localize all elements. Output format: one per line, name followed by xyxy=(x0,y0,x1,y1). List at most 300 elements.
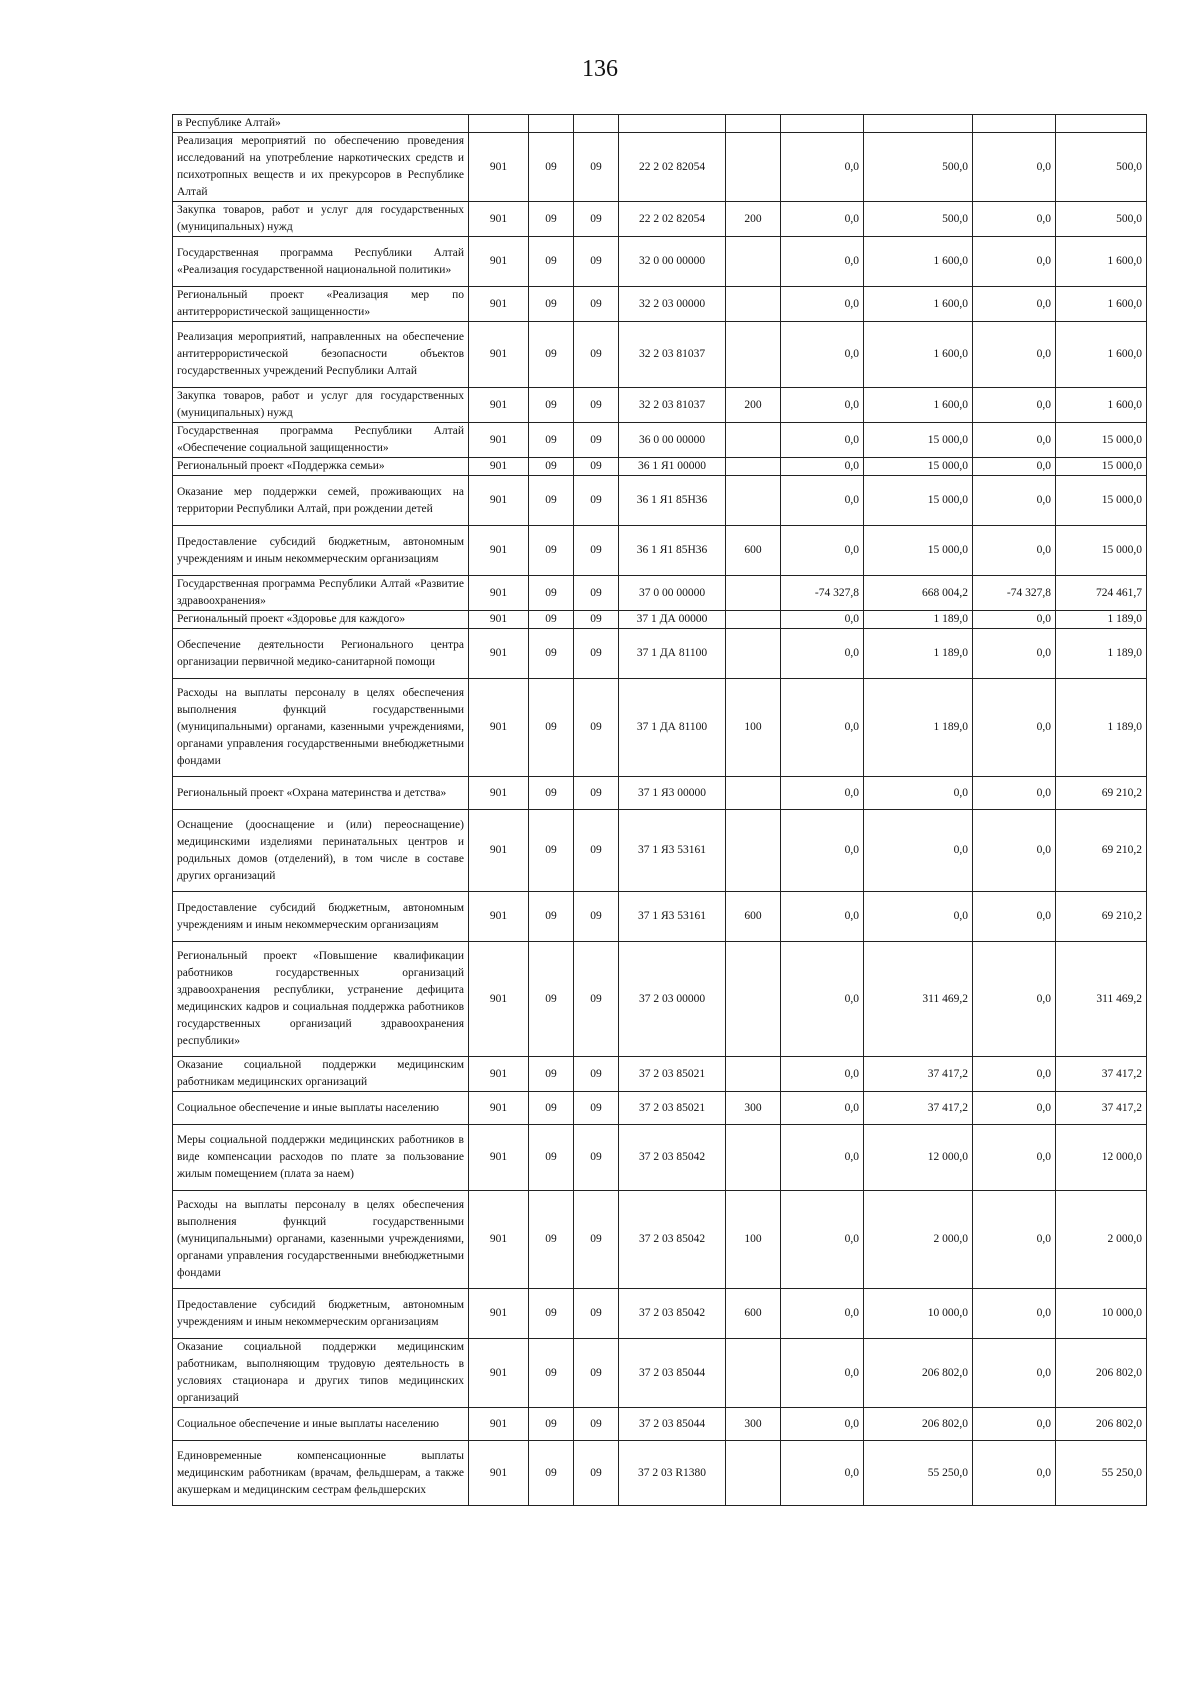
target-code-cell: 22 2 02 82054 xyxy=(619,133,726,202)
section-code-cell: 09 xyxy=(529,1441,574,1506)
section-code-cell: 09 xyxy=(529,237,574,287)
admin-code-cell: 901 xyxy=(469,322,529,388)
target-code-cell: 37 1 Я3 53161 xyxy=(619,810,726,892)
row-name-cell: Региональный проект «Реализация мер по антитеррористической защищенности» xyxy=(173,287,469,322)
table-row xyxy=(173,237,1147,287)
amount-4-cell: 1 600,0 xyxy=(1056,237,1147,287)
budget-table xyxy=(172,114,1147,1506)
amount-1-cell: 0,0 xyxy=(781,1191,864,1289)
amount-3-cell: 0,0 xyxy=(973,1191,1056,1289)
amount-1-cell: 0,0 xyxy=(781,1289,864,1339)
admin-code-cell: 901 xyxy=(469,458,529,476)
section-code-cell: 09 xyxy=(529,423,574,458)
amount-2-cell: 1 600,0 xyxy=(864,287,973,322)
subsection-code-cell: 09 xyxy=(574,1441,619,1506)
row-name-cell: Меры социальной поддержки медицинских работников в виде компенсации расходов по плате за пользование жилым помещением (плата за наем) xyxy=(173,1125,469,1191)
amount-4-cell: 10 000,0 xyxy=(1056,1289,1147,1339)
amount-4-cell: 15 000,0 xyxy=(1056,476,1147,526)
section-code-cell: 09 xyxy=(529,810,574,892)
row-name-cell: Государственная программа Республики Алтай «Обеспечение социальной защищенности» xyxy=(173,423,469,458)
row-name-cell: Оснащение (дооснащение и (или) переоснащение) медицинскими изделиями перинатальных центров и родильных домов (отделений), в том числе в составе других организаций xyxy=(173,810,469,892)
amount-4-cell: 12 000,0 xyxy=(1056,1125,1147,1191)
amount-3-cell: 0,0 xyxy=(973,777,1056,810)
expense-type-cell: 200 xyxy=(726,202,781,237)
amount-4-cell: 1 600,0 xyxy=(1056,388,1147,423)
amount-2-cell: 15 000,0 xyxy=(864,423,973,458)
target-code-cell: 37 2 03 85042 xyxy=(619,1191,726,1289)
admin-code-cell: 901 xyxy=(469,892,529,942)
section-code-cell: 09 xyxy=(529,1408,574,1441)
admin-code-cell: 901 xyxy=(469,1057,529,1092)
amount-2-cell: 206 802,0 xyxy=(864,1339,973,1408)
table-row xyxy=(173,1289,1147,1339)
amount-1-cell: 0,0 xyxy=(781,133,864,202)
section-code-cell: 09 xyxy=(529,458,574,476)
page-number: 136 xyxy=(582,56,618,82)
target-code-cell: 37 2 03 85021 xyxy=(619,1092,726,1125)
expense-type-cell: 200 xyxy=(726,388,781,423)
amount-3-cell: 0,0 xyxy=(973,679,1056,777)
target-code-cell: 37 1 ДА 00000 xyxy=(619,611,726,629)
section-code-cell: 09 xyxy=(529,526,574,576)
section-code-cell: 09 xyxy=(529,1125,574,1191)
amount-2-cell: 206 802,0 xyxy=(864,1408,973,1441)
admin-code-cell: 901 xyxy=(469,679,529,777)
target-code-cell: 37 0 00 00000 xyxy=(619,576,726,611)
amount-3-cell: 0,0 xyxy=(973,629,1056,679)
amount-4-cell: 37 417,2 xyxy=(1056,1092,1147,1125)
amount-1-cell: 0,0 xyxy=(781,423,864,458)
amount-3-cell: 0,0 xyxy=(973,611,1056,629)
table-row xyxy=(173,458,1147,476)
expense-type-cell xyxy=(726,611,781,629)
target-code-cell: 32 0 00 00000 xyxy=(619,237,726,287)
amount-1-cell: 0,0 xyxy=(781,1125,864,1191)
row-name-cell: Региональный проект «Здоровье для каждого» xyxy=(173,611,469,629)
section-code-cell: 09 xyxy=(529,202,574,237)
expense-type-cell: 300 xyxy=(726,1092,781,1125)
budget-table-body xyxy=(173,115,1147,1506)
expense-type-cell xyxy=(726,458,781,476)
target-code-cell: 37 2 03 85021 xyxy=(619,1057,726,1092)
amount-1-cell: 0,0 xyxy=(781,942,864,1057)
expense-type-cell xyxy=(726,115,781,133)
amount-1-cell: 0,0 xyxy=(781,1408,864,1441)
amount-2-cell xyxy=(864,115,973,133)
amount-4-cell: 15 000,0 xyxy=(1056,458,1147,476)
section-code-cell: 09 xyxy=(529,287,574,322)
subsection-code-cell: 09 xyxy=(574,1408,619,1441)
expense-type-cell xyxy=(726,629,781,679)
row-name-cell: Государственная программа Республики Алтай «Реализация государственной национальной политики» xyxy=(173,237,469,287)
amount-4-cell: 37 417,2 xyxy=(1056,1057,1147,1092)
admin-code-cell: 901 xyxy=(469,611,529,629)
expense-type-cell: 600 xyxy=(726,892,781,942)
target-code-cell: 37 1 ДА 81100 xyxy=(619,629,726,679)
admin-code-cell: 901 xyxy=(469,423,529,458)
amount-4-cell: 500,0 xyxy=(1056,133,1147,202)
amount-1-cell: 0,0 xyxy=(781,237,864,287)
subsection-code-cell: 09 xyxy=(574,1057,619,1092)
subsection-code-cell: 09 xyxy=(574,1191,619,1289)
row-name-cell: Социальное обеспечение и иные выплаты населению xyxy=(173,1408,469,1441)
subsection-code-cell: 09 xyxy=(574,777,619,810)
table-row xyxy=(173,115,1147,133)
subsection-code-cell: 09 xyxy=(574,237,619,287)
amount-2-cell: 311 469,2 xyxy=(864,942,973,1057)
target-code-cell: 36 1 Я1 85Н36 xyxy=(619,476,726,526)
amount-4-cell: 500,0 xyxy=(1056,202,1147,237)
subsection-code-cell: 09 xyxy=(574,322,619,388)
amount-4-cell: 1 189,0 xyxy=(1056,629,1147,679)
target-code-cell: 36 0 00 00000 xyxy=(619,423,726,458)
row-name-cell: Предоставление субсидий бюджетным, автономным учреждениям и иным некоммерческим организациям xyxy=(173,526,469,576)
subsection-code-cell: 09 xyxy=(574,202,619,237)
row-name-cell: Предоставление субсидий бюджетным, автономным учреждениям и иным некоммерческим организациям xyxy=(173,892,469,942)
subsection-code-cell: 09 xyxy=(574,576,619,611)
amount-2-cell: 1 600,0 xyxy=(864,237,973,287)
admin-code-cell: 901 xyxy=(469,1125,529,1191)
amount-4-cell: 2 000,0 xyxy=(1056,1191,1147,1289)
expense-type-cell xyxy=(726,1125,781,1191)
amount-2-cell: 1 189,0 xyxy=(864,679,973,777)
amount-4-cell: 55 250,0 xyxy=(1056,1441,1147,1506)
amount-1-cell: 0,0 xyxy=(781,777,864,810)
amount-3-cell: 0,0 xyxy=(973,287,1056,322)
amount-1-cell: 0,0 xyxy=(781,1092,864,1125)
amount-2-cell: 37 417,2 xyxy=(864,1092,973,1125)
admin-code-cell: 901 xyxy=(469,576,529,611)
subsection-code-cell: 09 xyxy=(574,526,619,576)
section-code-cell: 09 xyxy=(529,1191,574,1289)
subsection-code-cell: 09 xyxy=(574,810,619,892)
expense-type-cell xyxy=(726,1441,781,1506)
target-code-cell: 37 2 03 R1380 xyxy=(619,1441,726,1506)
row-name-cell: Региональный проект «Охрана материнства и детства» xyxy=(173,777,469,810)
section-code-cell: 09 xyxy=(529,1092,574,1125)
amount-3-cell: 0,0 xyxy=(973,942,1056,1057)
subsection-code-cell: 09 xyxy=(574,679,619,777)
amount-3-cell: 0,0 xyxy=(973,237,1056,287)
table-row xyxy=(173,476,1147,526)
table-row xyxy=(173,1408,1147,1441)
row-name-cell: Реализация мероприятий по обеспечению проведения исследований на употребление наркотических средств и психотропных веществ и их прекурсоров в Республике Алтай xyxy=(173,133,469,202)
expense-type-cell xyxy=(726,322,781,388)
row-name-cell: Реализация мероприятий, направленных на обеспечение антитеррористической безопасности объектов государственных учреждений Республики Алтай xyxy=(173,322,469,388)
amount-1-cell: 0,0 xyxy=(781,611,864,629)
table-row xyxy=(173,1191,1147,1289)
subsection-code-cell: 09 xyxy=(574,423,619,458)
subsection-code-cell xyxy=(574,115,619,133)
expense-type-cell xyxy=(726,777,781,810)
section-code-cell: 09 xyxy=(529,679,574,777)
amount-2-cell: 55 250,0 xyxy=(864,1441,973,1506)
amount-4-cell: 1 189,0 xyxy=(1056,679,1147,777)
amount-3-cell: 0,0 xyxy=(973,1057,1056,1092)
amount-2-cell: 0,0 xyxy=(864,777,973,810)
expense-type-cell: 600 xyxy=(726,1289,781,1339)
amount-2-cell: 15 000,0 xyxy=(864,458,973,476)
admin-code-cell xyxy=(469,115,529,133)
section-code-cell: 09 xyxy=(529,133,574,202)
amount-2-cell: 12 000,0 xyxy=(864,1125,973,1191)
target-code-cell: 36 1 Я1 00000 xyxy=(619,458,726,476)
row-name-cell: Обеспечение деятельности Регионального центра организации первичной медико-санитарной помощи xyxy=(173,629,469,679)
amount-3-cell: -74 327,8 xyxy=(973,576,1056,611)
row-name-cell: Расходы на выплаты персоналу в целях обеспечения выполнения функций государственными (муниципальными) органами, казенными учреждениями, органами управления государственными внебюджетными фондами xyxy=(173,1191,469,1289)
expense-type-cell xyxy=(726,1057,781,1092)
table-row xyxy=(173,942,1147,1057)
amount-1-cell: 0,0 xyxy=(781,458,864,476)
amount-2-cell: 500,0 xyxy=(864,202,973,237)
amount-4-cell: 1 600,0 xyxy=(1056,322,1147,388)
amount-3-cell: 0,0 xyxy=(973,892,1056,942)
amount-3-cell: 0,0 xyxy=(973,1441,1056,1506)
table-row xyxy=(173,322,1147,388)
expense-type-cell: 300 xyxy=(726,1408,781,1441)
amount-2-cell: 500,0 xyxy=(864,133,973,202)
expense-type-cell: 100 xyxy=(726,679,781,777)
target-code-cell: 32 2 03 00000 xyxy=(619,287,726,322)
row-name-cell: Оказание мер поддержки семей, проживающих на территории Республики Алтай, при рождении детей xyxy=(173,476,469,526)
table-row xyxy=(173,810,1147,892)
admin-code-cell: 901 xyxy=(469,202,529,237)
section-code-cell: 09 xyxy=(529,1057,574,1092)
amount-3-cell: 0,0 xyxy=(973,476,1056,526)
expense-type-cell xyxy=(726,942,781,1057)
target-code-cell: 22 2 02 82054 xyxy=(619,202,726,237)
target-code-cell: 37 2 03 85044 xyxy=(619,1339,726,1408)
amount-1-cell: 0,0 xyxy=(781,892,864,942)
expense-type-cell xyxy=(726,133,781,202)
amount-4-cell: 15 000,0 xyxy=(1056,526,1147,576)
amount-3-cell: 0,0 xyxy=(973,810,1056,892)
amount-2-cell: 0,0 xyxy=(864,810,973,892)
section-code-cell xyxy=(529,115,574,133)
amount-4-cell: 15 000,0 xyxy=(1056,423,1147,458)
amount-3-cell xyxy=(973,115,1056,133)
expense-type-cell xyxy=(726,576,781,611)
admin-code-cell: 901 xyxy=(469,1289,529,1339)
amount-3-cell: 0,0 xyxy=(973,458,1056,476)
admin-code-cell: 901 xyxy=(469,526,529,576)
section-code-cell: 09 xyxy=(529,576,574,611)
admin-code-cell: 901 xyxy=(469,1191,529,1289)
amount-2-cell: 1 189,0 xyxy=(864,611,973,629)
amount-4-cell: 69 210,2 xyxy=(1056,810,1147,892)
target-code-cell: 32 2 03 81037 xyxy=(619,322,726,388)
amount-3-cell: 0,0 xyxy=(973,526,1056,576)
table-row xyxy=(173,611,1147,629)
section-code-cell: 09 xyxy=(529,629,574,679)
amount-3-cell: 0,0 xyxy=(973,1408,1056,1441)
row-name-cell: Единовременные компенсационные выплаты медицинским работникам (врачам, фельдшерам, а также акушеркам и медицинским сестрам фельдшерских xyxy=(173,1441,469,1506)
subsection-code-cell: 09 xyxy=(574,629,619,679)
subsection-code-cell: 09 xyxy=(574,942,619,1057)
section-code-cell: 09 xyxy=(529,892,574,942)
target-code-cell: 37 2 03 85044 xyxy=(619,1408,726,1441)
row-name-cell: Оказание социальной поддержки медицинским работникам, выполняющим трудовую деятельность в условиях стационара и других типов медицинских организаций xyxy=(173,1339,469,1408)
table-row xyxy=(173,576,1147,611)
table-row xyxy=(173,892,1147,942)
amount-4-cell: 724 461,7 xyxy=(1056,576,1147,611)
section-code-cell: 09 xyxy=(529,1339,574,1408)
row-name-cell: Государственная программа Республики Алтай «Развитие здравоохранения» xyxy=(173,576,469,611)
admin-code-cell: 901 xyxy=(469,810,529,892)
admin-code-cell: 901 xyxy=(469,287,529,322)
amount-4-cell: 206 802,0 xyxy=(1056,1339,1147,1408)
table-row xyxy=(173,388,1147,423)
table-row xyxy=(173,679,1147,777)
amount-1-cell: 0,0 xyxy=(781,1441,864,1506)
section-code-cell: 09 xyxy=(529,611,574,629)
amount-2-cell: 1 189,0 xyxy=(864,629,973,679)
row-name-cell: Региональный проект «Повышение квалификации работников государственных организаций здравоохранения республики, устранение дефицита медицинских кадров и социальная поддержка работников государственных организаций здравоохранения республики» xyxy=(173,942,469,1057)
amount-3-cell: 0,0 xyxy=(973,133,1056,202)
section-code-cell: 09 xyxy=(529,777,574,810)
admin-code-cell: 901 xyxy=(469,777,529,810)
subsection-code-cell: 09 xyxy=(574,133,619,202)
amount-2-cell: 1 600,0 xyxy=(864,388,973,423)
section-code-cell: 09 xyxy=(529,1289,574,1339)
row-name-cell: Закупка товаров, работ и услуг для государственных (муниципальных) нужд xyxy=(173,202,469,237)
amount-1-cell: 0,0 xyxy=(781,476,864,526)
amount-3-cell: 0,0 xyxy=(973,1092,1056,1125)
amount-1-cell: 0,0 xyxy=(781,526,864,576)
row-name-cell: Расходы на выплаты персоналу в целях обеспечения выполнения функций государственными (муниципальными) органами, казенными учреждениями, органами управления государственными внебюджетными фондами xyxy=(173,679,469,777)
subsection-code-cell: 09 xyxy=(574,287,619,322)
admin-code-cell: 901 xyxy=(469,476,529,526)
amount-2-cell: 37 417,2 xyxy=(864,1057,973,1092)
amount-2-cell: 668 004,2 xyxy=(864,576,973,611)
subsection-code-cell: 09 xyxy=(574,892,619,942)
admin-code-cell: 901 xyxy=(469,388,529,423)
table-row xyxy=(173,629,1147,679)
admin-code-cell: 901 xyxy=(469,1092,529,1125)
amount-2-cell: 0,0 xyxy=(864,892,973,942)
target-code-cell: 36 1 Я1 85Н36 xyxy=(619,526,726,576)
table-row xyxy=(173,777,1147,810)
amount-3-cell: 0,0 xyxy=(973,322,1056,388)
amount-4-cell: 311 469,2 xyxy=(1056,942,1147,1057)
amount-2-cell: 10 000,0 xyxy=(864,1289,973,1339)
row-name-cell: Оказание социальной поддержки медицинским работникам медицинских организаций xyxy=(173,1057,469,1092)
expense-type-cell xyxy=(726,287,781,322)
amount-2-cell: 15 000,0 xyxy=(864,476,973,526)
amount-4-cell: 69 210,2 xyxy=(1056,892,1147,942)
amount-2-cell: 1 600,0 xyxy=(864,322,973,388)
amount-3-cell: 0,0 xyxy=(973,388,1056,423)
subsection-code-cell: 09 xyxy=(574,1289,619,1339)
admin-code-cell: 901 xyxy=(469,237,529,287)
admin-code-cell: 901 xyxy=(469,1339,529,1408)
amount-1-cell: 0,0 xyxy=(781,322,864,388)
admin-code-cell: 901 xyxy=(469,1408,529,1441)
amount-1-cell: 0,0 xyxy=(781,1339,864,1408)
expense-type-cell: 600 xyxy=(726,526,781,576)
admin-code-cell: 901 xyxy=(469,629,529,679)
amount-3-cell: 0,0 xyxy=(973,1339,1056,1408)
amount-1-cell: 0,0 xyxy=(781,679,864,777)
target-code-cell: 37 1 Я3 00000 xyxy=(619,777,726,810)
row-name-cell: в Республике Алтай» xyxy=(173,115,469,133)
amount-2-cell: 15 000,0 xyxy=(864,526,973,576)
amount-1-cell xyxy=(781,115,864,133)
amount-3-cell: 0,0 xyxy=(973,1125,1056,1191)
admin-code-cell: 901 xyxy=(469,1441,529,1506)
table-row xyxy=(173,1057,1147,1092)
row-name-cell: Предоставление субсидий бюджетным, автономным учреждениям и иным некоммерческим организациям xyxy=(173,1289,469,1339)
amount-1-cell: 0,0 xyxy=(781,629,864,679)
target-code-cell: 37 1 ДА 81100 xyxy=(619,679,726,777)
section-code-cell: 09 xyxy=(529,476,574,526)
table-row xyxy=(173,202,1147,237)
expense-type-cell xyxy=(726,423,781,458)
section-code-cell: 09 xyxy=(529,942,574,1057)
amount-1-cell: 0,0 xyxy=(781,287,864,322)
amount-2-cell: 2 000,0 xyxy=(864,1191,973,1289)
amount-4-cell: 69 210,2 xyxy=(1056,777,1147,810)
table-row xyxy=(173,1092,1147,1125)
amount-3-cell: 0,0 xyxy=(973,202,1056,237)
target-code-cell: 32 2 03 81037 xyxy=(619,388,726,423)
expense-type-cell: 100 xyxy=(726,1191,781,1289)
amount-4-cell xyxy=(1056,115,1147,133)
section-code-cell: 09 xyxy=(529,322,574,388)
amount-1-cell: -74 327,8 xyxy=(781,576,864,611)
expense-type-cell xyxy=(726,237,781,287)
subsection-code-cell: 09 xyxy=(574,1125,619,1191)
expense-type-cell xyxy=(726,1339,781,1408)
amount-3-cell: 0,0 xyxy=(973,1289,1056,1339)
admin-code-cell: 901 xyxy=(469,942,529,1057)
table-row xyxy=(173,133,1147,202)
amount-3-cell: 0,0 xyxy=(973,423,1056,458)
target-code-cell xyxy=(619,115,726,133)
expense-type-cell xyxy=(726,476,781,526)
row-name-cell: Закупка товаров, работ и услуг для государственных (муниципальных) нужд xyxy=(173,388,469,423)
target-code-cell: 37 1 Я3 53161 xyxy=(619,892,726,942)
subsection-code-cell: 09 xyxy=(574,1092,619,1125)
target-code-cell: 37 2 03 85042 xyxy=(619,1289,726,1339)
subsection-code-cell: 09 xyxy=(574,458,619,476)
table-row xyxy=(173,287,1147,322)
amount-1-cell: 0,0 xyxy=(781,388,864,423)
subsection-code-cell: 09 xyxy=(574,1339,619,1408)
table-row xyxy=(173,1125,1147,1191)
table-row xyxy=(173,1339,1147,1408)
amount-4-cell: 206 802,0 xyxy=(1056,1408,1147,1441)
table-row xyxy=(173,1441,1147,1506)
subsection-code-cell: 09 xyxy=(574,476,619,526)
target-code-cell: 37 2 03 85042 xyxy=(619,1125,726,1191)
target-code-cell: 37 2 03 00000 xyxy=(619,942,726,1057)
subsection-code-cell: 09 xyxy=(574,611,619,629)
admin-code-cell: 901 xyxy=(469,133,529,202)
row-name-cell: Региональный проект «Поддержка семьи» xyxy=(173,458,469,476)
amount-1-cell: 0,0 xyxy=(781,810,864,892)
table-row xyxy=(173,526,1147,576)
amount-1-cell: 0,0 xyxy=(781,1057,864,1092)
expense-type-cell xyxy=(726,810,781,892)
amount-4-cell: 1 600,0 xyxy=(1056,287,1147,322)
subsection-code-cell: 09 xyxy=(574,388,619,423)
row-name-cell: Социальное обеспечение и иные выплаты населению xyxy=(173,1092,469,1125)
table-row xyxy=(173,423,1147,458)
amount-4-cell: 1 189,0 xyxy=(1056,611,1147,629)
amount-1-cell: 0,0 xyxy=(781,202,864,237)
section-code-cell: 09 xyxy=(529,388,574,423)
